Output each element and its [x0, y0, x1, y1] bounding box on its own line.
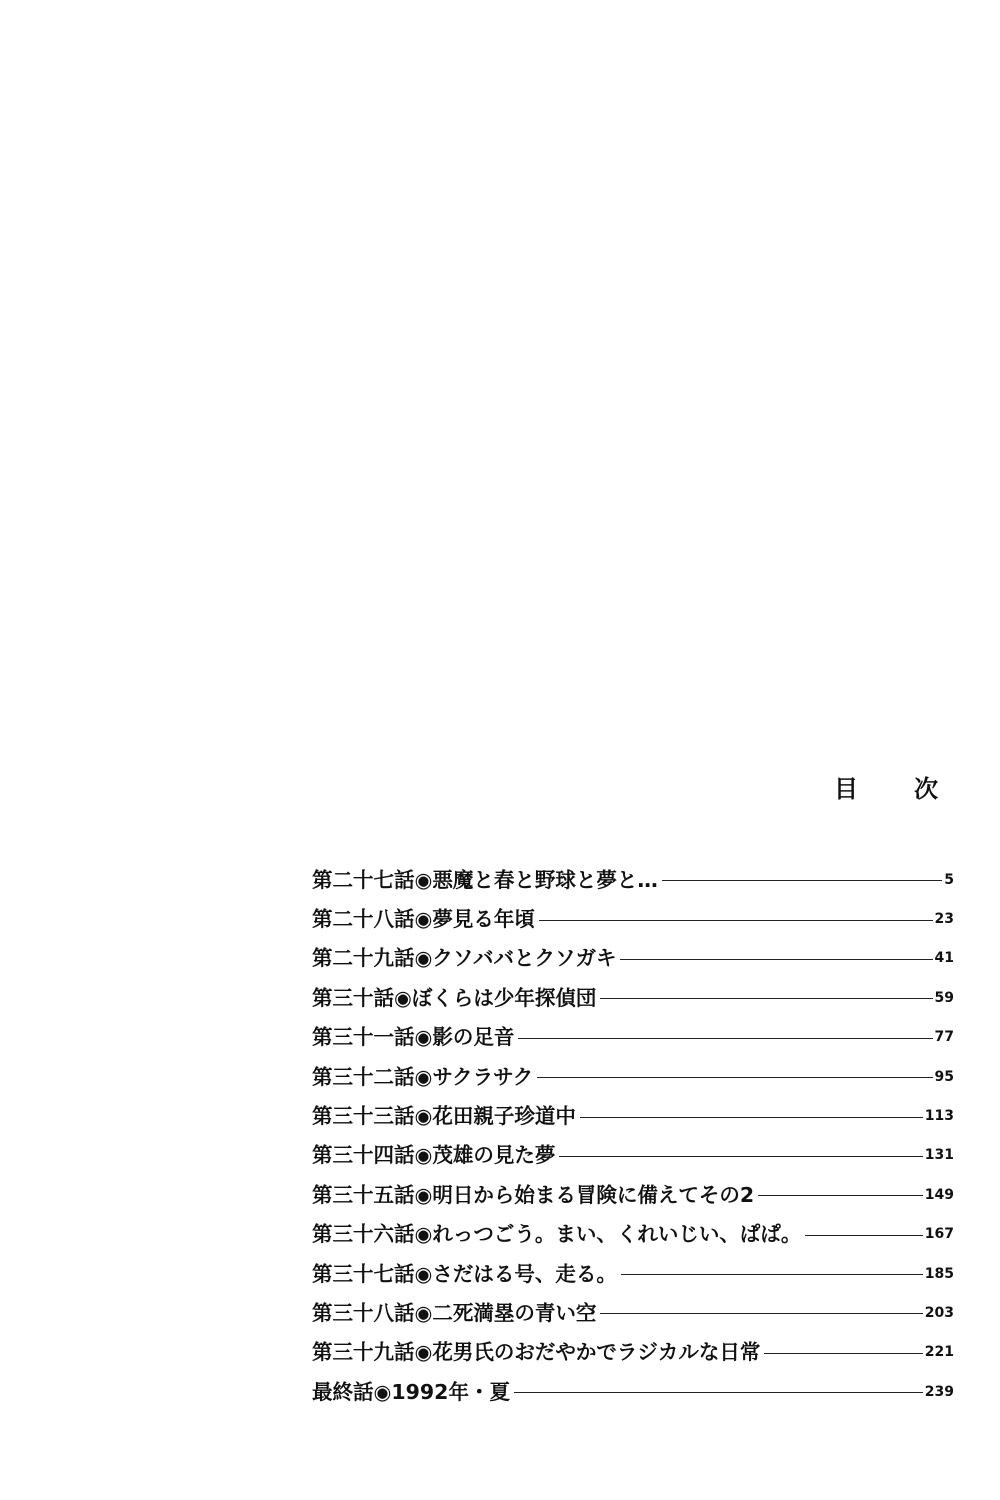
- toc-entry: [312, 1254, 954, 1293]
- toc-leader-line: [764, 1353, 922, 1354]
- toc-leader-line: [514, 1392, 923, 1393]
- toc-entry: [312, 1293, 954, 1332]
- toc-leader-line: [621, 1274, 923, 1275]
- toc-page-number: 221: [924, 1344, 954, 1361]
- toc-entry-title: 第二十八話◉夢見る年頃: [312, 907, 535, 932]
- toc-leader-line: [620, 959, 932, 960]
- toc-entry-title: 第三十五話◉明日から始まる冒険に備えてその2: [312, 1182, 755, 1207]
- toc-entry-title: 第三十七話◉さだはる号、走る。: [312, 1261, 617, 1286]
- toc-leader-line: [758, 1195, 923, 1196]
- toc-entry: [312, 978, 954, 1017]
- toc-entry-title: 第三十四話◉茂雄の見た夢: [312, 1143, 556, 1168]
- toc-entry: [312, 1215, 954, 1254]
- toc-page-number: 131: [924, 1147, 954, 1164]
- toc-entry: [312, 1175, 954, 1214]
- toc-entry-title: 最終話◉1992年・夏: [312, 1379, 510, 1404]
- toc-entry: [312, 899, 954, 938]
- toc-page-number: 5: [944, 871, 954, 888]
- toc-page-number: 203: [924, 1304, 954, 1321]
- toc-entry: [312, 1333, 954, 1372]
- toc-leader-line: [580, 1117, 923, 1118]
- toc-entry-title: 第三十一話◉影の足音: [312, 1025, 515, 1050]
- toc-entry: [312, 1136, 954, 1175]
- toc-entry: [312, 1096, 954, 1135]
- toc-entry: [312, 939, 954, 978]
- toc-entry-title: 第三十九話◉花男氏のおだやかでラジカルな日常: [312, 1340, 761, 1365]
- toc-leader-line: [600, 998, 932, 999]
- toc-leader-line: [600, 1313, 922, 1314]
- toc-page-number: 167: [924, 1226, 954, 1243]
- toc-entry: [312, 860, 954, 899]
- toc-leader-line: [805, 1235, 922, 1236]
- toc-leader-line: [662, 880, 942, 881]
- table-of-contents: [312, 860, 954, 1411]
- toc-entry-title: 第三十二話◉サクラサク: [312, 1064, 534, 1089]
- toc-page-number: 239: [924, 1383, 954, 1400]
- toc-entry-title: 第三十六話◉れっつごう。まい、くれいじい、ぱぱ。: [312, 1222, 802, 1247]
- toc-entry-title: 第二十七話◉悪魔と春と野球と夢と…: [312, 867, 658, 892]
- toc-page-number: 113: [924, 1108, 954, 1125]
- toc-entry: [312, 1018, 954, 1057]
- toc-page-number: 59: [934, 989, 954, 1006]
- toc-entry: [312, 1372, 954, 1411]
- toc-entry-title: 第三十話◉ぼくらは少年探偵団: [312, 985, 597, 1010]
- toc-page-number: 95: [934, 1068, 954, 1085]
- toc-entry-title: 第二十九話◉クソババとクソガキ: [312, 946, 617, 971]
- toc-heading: 目 次: [834, 775, 954, 803]
- toc-page-number: 41: [934, 950, 954, 967]
- toc-entry-title: 第三十三話◉花田親子珍道中: [312, 1104, 576, 1129]
- toc-leader-line: [518, 1038, 932, 1039]
- toc-leader-line: [537, 1077, 932, 1078]
- toc-entry: [312, 1057, 954, 1096]
- toc-leader-line: [539, 920, 933, 921]
- toc-leader-line: [559, 1156, 922, 1157]
- toc-page-number: 23: [934, 911, 954, 928]
- toc-page-number: 77: [934, 1029, 954, 1046]
- toc-page-number: 149: [924, 1186, 954, 1203]
- toc-entry-title: 第三十八話◉二死満塁の青い空: [312, 1300, 597, 1325]
- toc-page-number: 185: [924, 1265, 954, 1282]
